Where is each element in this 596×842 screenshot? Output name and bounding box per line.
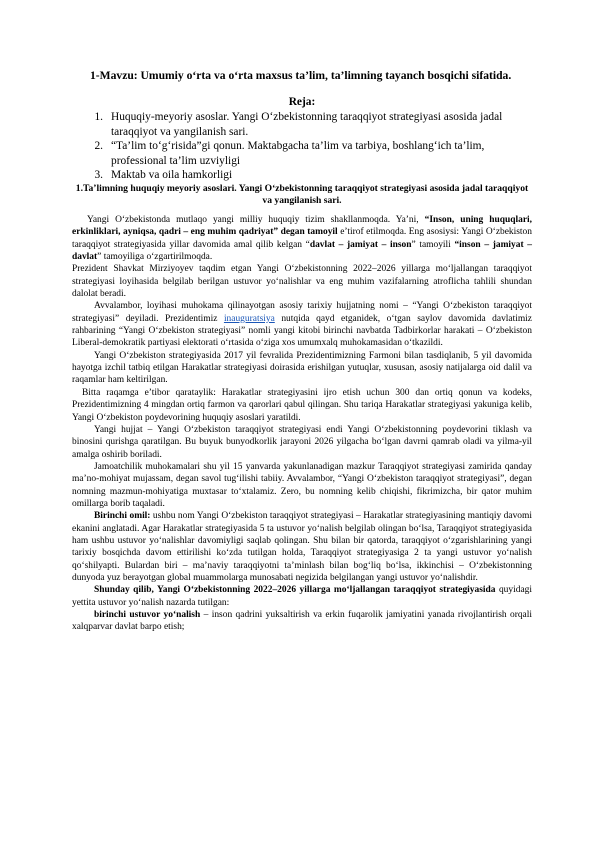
text-run: e’tirof etilmoqda. Eng asosiysi: Yangi O‘zbekiston taraqqiyot strategiyasida yillar davomida amal qilib kelgan “ [72, 227, 532, 250]
plan-item [72, 168, 532, 183]
plan-heading: Reja: [288, 96, 316, 108]
paragraph [72, 584, 532, 609]
plan-list [72, 110, 532, 183]
plan-item-text: Huquqiy-meyoriy asoslar. Yangi O‘zbekistonning taraqqiyot strategiyasi asosida jadal taraqqiyot va yangilanish sari. [111, 111, 503, 138]
section-heading: 1.Ta’limning huquqiy meyoriy asoslari. Yangi O‘zbekistonning taraqqiyot strategiyasi asosida jadal taraqqiyot va yangilanish sari. [75, 183, 529, 206]
text-run: nutqida qayd etganidek, o‘tgan saylov davomida davlatimiz rahbarining “Yangi O‘zbekiston strategiyasi” nomli yangi kitobi birinchi navbatda Tadbirkorlar harakati – O‘zbekiston Liberal-demokratik partiyasi elektorati o‘rtasida o‘ziga xos umumxalq muhokamasidan o‘tkazildi. [72, 313, 532, 349]
paragraph: Yangi O‘zbekiston strategiyasida 2017 yil fevralida Prezidentimizning Farmoni bilan tasdiqlanib, 5 yil davomida hayotga izchil tatbiq etilgan Harakatlar strategiyasi doirasida erishilgan yutuqlar, xususan, asosiy natijalarga oid dalil va raqamlar ham keltirilgan. [72, 350, 532, 386]
paragraph [72, 300, 532, 349]
bold-text: Birinchi omil: [94, 511, 151, 522]
body-text [72, 214, 532, 634]
plan-item-text: Maktab va oila hamkorligi [111, 169, 233, 182]
text-run: ” tamoyili [411, 239, 455, 250]
text-run: – inson qadrini yuksaltirish va erkin fuqarolik jamiyatini yanada rivojlantirish orqali xalqparvar davlat barpo etish; [72, 610, 532, 633]
plan-item [72, 110, 532, 139]
inauguratsiya-link[interactable]: inauguratsiya [223, 313, 275, 324]
plan-item-text: “Ta’lim to‘g‘risida”gi qonun. Maktabgacha ta’lim va tarbiya, boshlang‘ich ta’lim, professional ta’lim uzviyligi [111, 140, 485, 167]
plan-item-number: 3. [94, 169, 103, 182]
paragraph [72, 214, 532, 263]
text-run: ushbu nom Yangi O‘zbekiston taraqqiyot strategiyasi – Harakatlar strategiyasining mantiqiy davomi ekanini anglatadi. Agar Harakatlar strategiyasida 5 ta ustuvor yo‘nalish belgilab olingan bo‘lsa, Taraqqiyot strategiyasida ham ushbu ustuvor yo‘nalishlar davomiyligi saqlab qolingan. Shu bilan bir qatorda, taraqqiyot o‘zgarishlarining yangi tarixiy bosqichda davom ettirilishi ko‘zda tutilgan holda, Taraqqiyot strategiyasiga 2 ta yangi ustuvor yo‘nalish qo‘shilyapti. Bulardan biri – ma’naviy taraqqiyotni ta’minlash bilan bog‘liq bo‘lsa, ikkinchisi – O‘zbekistonning dunyoda yuz berayotgan global muammolarga munosabati negizida belgilangan yangi ustuvor yo‘nalishdir. [72, 511, 532, 583]
bold-text: Shunday qilib, Yangi O‘zbekistonning 2022–2026 yillarga mo‘ljallangan taraqqiyot strategiyasida [94, 585, 496, 596]
paragraph: Prezident Shavkat Mirziyoyev taqdim etgan Yangi O‘zbekistonning 2022–2026 yillarga mo‘ljallangan taraqqiyot strategiyasi loyihasida belgilab berilgan ustuvor yo‘nalishlar va eng muhim vazifalarning atroflicha tahlili shundan dalolat beradi. [72, 264, 532, 300]
page-title: 1-Mavzu: Umumiy o‘rta va o‘rta maxsus ta’lim, ta’limning tayanch bosqichi sifatida. [90, 69, 512, 82]
paragraph [72, 510, 532, 584]
text-run: Avvalambor, loyihasi muhokama qilinayotgan asosiy tarixiy hujjatning nomi – “Yangi O‘zbekiston taraqqiyot strategiyasi” deyiladi. Prezidentimiz [72, 301, 532, 324]
plan-item [72, 139, 532, 168]
plan-item-number: 2. [94, 140, 103, 153]
paragraph: Bitta raqamga e’tibor qarataylik: Harakatlar strategiyasini ijro etish uchun 300 dan ortiq qonun va kodeks, Prezidentimizning 4 mingdan ortiq farmon va qarorlari qabul qilingan. Shu tariqa Harakatlar strategiyasi yakuniga kelib, Yangi O‘zbekiston poydevorining huquqiy asoslari yaratildi. [72, 387, 532, 423]
bold-text: birinchi ustuvor yo‘nalish [94, 610, 201, 620]
paragraph: Jamoatchilik muhokamalari shu yil 15 yanvarda yakunlanadigan mazkur Taraqqiyot strategiyasi zamirida qanday ma’no-mohiyat mujassam, degan savol tug‘ilishi tabiiy. Avvalambor, “Yangi O‘zbekiston taraqqiyot strategiyasi”, degan nomning mazmun-mohiyatiga muxtasar to‘xtalamiz. Zero, bu nomning kelib chiqishi, fikrimizcha, bir qator muhim omillarga borib taqaladi. [72, 461, 532, 509]
text-run: quyidagi yettita ustuvor yo‘nalish nazarda tutilgan: [72, 585, 532, 608]
bold-text: “Inson, uning huquqlari, erkinliklari, ayniqsa, qadri – eng muhim qadriyat” degan tamoyil [72, 215, 532, 238]
paragraph [72, 609, 532, 634]
bold-text: davlat – jamiyat – inson [309, 239, 412, 250]
text-run: Yangi O‘zbekistonda mutlaqo yangi milliy huquqiy tizim shakllanmoqda. Ya’ni, [87, 215, 425, 225]
plan-item-number: 1. [94, 111, 103, 123]
text-run: ” tamoyiliga o‘zgartirilmoqda. [97, 252, 213, 263]
bold-text: “inson – jamiyat – davlat [72, 239, 532, 263]
paragraph: Yangi hujjat – Yangi O‘zbekiston taraqqiyot strategiyasi endi Yangi O‘zbekistonning poydevorini tiklash va binosini qurishga qaratilgan. Bu buyuk bunyodkorlik jarayoni 2026 yilgacha bo‘lgan davrni qamrab oladi va yilma-yil amalga oshirib boriladi. [72, 424, 532, 460]
